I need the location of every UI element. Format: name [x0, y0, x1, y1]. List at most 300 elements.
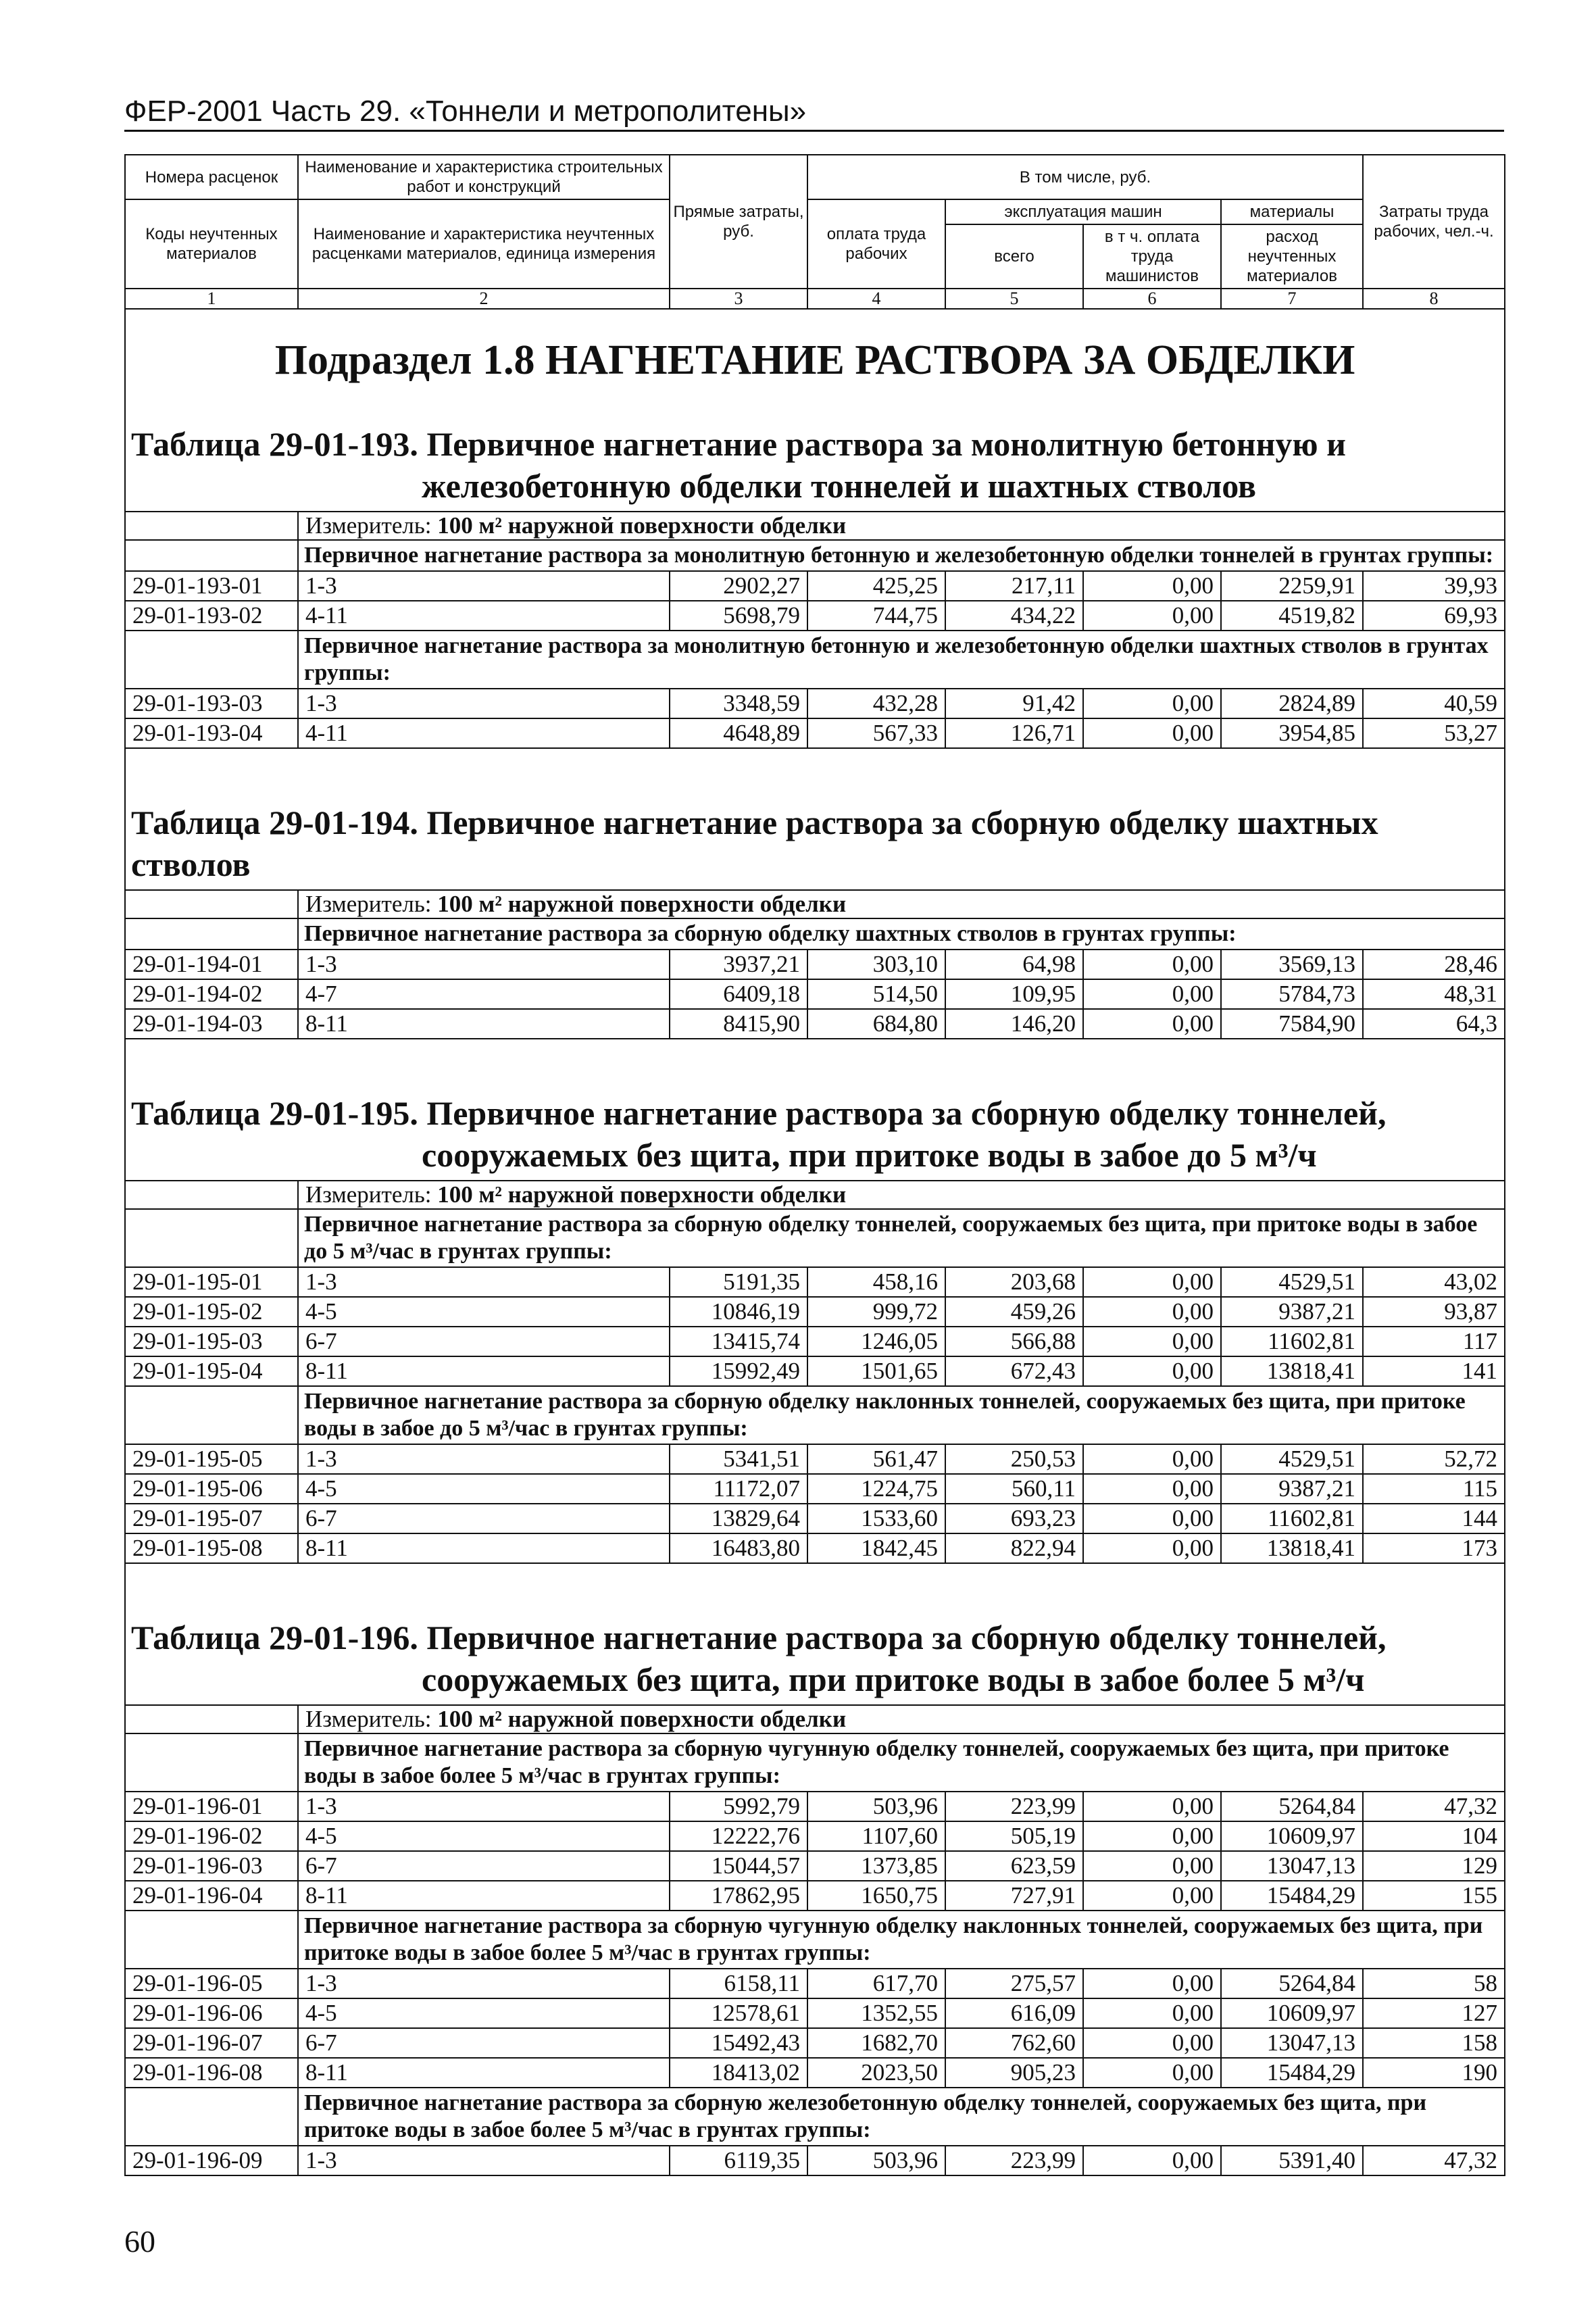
machines-total: 762,60	[945, 2028, 1083, 2058]
worker-pay: 561,47	[807, 1444, 945, 1474]
column-header-row	[125, 155, 1505, 199]
machines-total: 275,57	[945, 1969, 1083, 1998]
direct-costs: 15492,43	[670, 2028, 807, 2058]
col-number: 5	[945, 289, 1083, 309]
operator-pay: 0,00	[1083, 1998, 1221, 2028]
worker-pay: 1224,75	[807, 1474, 945, 1504]
rate-code: 29-01-196-03	[125, 1851, 298, 1881]
col-header-material-consumption: расход неучтенных материалов	[1221, 224, 1363, 289]
labor-hours: 39,93	[1363, 571, 1505, 601]
col-header-including: В том числе, руб.	[807, 155, 1363, 199]
table-row	[125, 2028, 1505, 2058]
machines-total: 822,94	[945, 1533, 1083, 1563]
machines-total: 250,53	[945, 1444, 1083, 1474]
rate-code: 29-01-195-04	[125, 1356, 298, 1386]
soil-group: 1-3	[298, 571, 670, 601]
operator-pay: 0,00	[1083, 601, 1221, 631]
col-header-work-name: Наименование и характеристика строительных работ и конструкций	[298, 155, 670, 199]
soil-group: 6-7	[298, 1504, 670, 1533]
machines-total: 566,88	[945, 1327, 1083, 1356]
operator-pay: 0,00	[1083, 1474, 1221, 1504]
soil-group: 1-3	[298, 1792, 670, 1821]
soil-group: 6-7	[298, 2028, 670, 2058]
table-row	[125, 950, 1505, 979]
rate-code: 29-01-195-05	[125, 1444, 298, 1474]
table-title-row	[125, 789, 1505, 890]
direct-costs: 3348,59	[670, 689, 807, 718]
soil-group: 8-11	[298, 1356, 670, 1386]
group-heading: Первичное нагнетание раствора за сборную чугунную обделку тоннелей, сооружаемых без щита, при притоке воды в забое более 5 м³/час в грунтах группы:	[298, 1733, 1505, 1792]
column-header-row	[125, 199, 1505, 224]
soil-group: 1-3	[298, 1267, 670, 1297]
worker-pay: 1533,60	[807, 1504, 945, 1533]
material-consumption: 4529,51	[1221, 1444, 1363, 1474]
operator-pay: 0,00	[1083, 1267, 1221, 1297]
worker-pay: 1842,45	[807, 1533, 945, 1563]
measure-empty-cell	[125, 1181, 298, 1209]
col-header-direct-costs: Прямые затраты, руб.	[670, 155, 807, 289]
operator-pay: 0,00	[1083, 689, 1221, 718]
operator-pay: 0,00	[1083, 1969, 1221, 1998]
table-title-line: сооружаемых без щита, при притоке воды в забое более 5 м³/ч	[422, 1660, 1365, 1698]
worker-pay: 1107,60	[807, 1821, 945, 1851]
col-number: 6	[1083, 289, 1221, 309]
soil-group: 1-3	[298, 1444, 670, 1474]
table-title-line: Таблица 29-01-195. Первичное нагнетание раствора за сборную обделку тоннелей,	[131, 1094, 1387, 1132]
labor-hours: 69,93	[1363, 601, 1505, 631]
machines-total: 505,19	[945, 1821, 1083, 1851]
col-header-labor-hours: Затраты труда рабочих, чел.-ч.	[1363, 155, 1505, 289]
rate-code: 29-01-196-04	[125, 1881, 298, 1911]
direct-costs: 5698,79	[670, 601, 807, 631]
measure-row	[125, 1181, 1505, 1209]
measure-unit: 100 м² наружной поверхности обделки	[437, 512, 847, 539]
worker-pay: 2023,50	[807, 2058, 945, 2088]
machines-total: 223,99	[945, 2146, 1083, 2175]
direct-costs: 8415,90	[670, 1009, 807, 1039]
operator-pay: 0,00	[1083, 2028, 1221, 2058]
rate-code: 29-01-196-08	[125, 2058, 298, 2088]
rate-code: 29-01-196-05	[125, 1969, 298, 1998]
worker-pay: 684,80	[807, 1009, 945, 1039]
machines-total: 727,91	[945, 1881, 1083, 1911]
measure-text	[298, 890, 1505, 918]
measure-text	[298, 1705, 1505, 1733]
labor-hours: 43,02	[1363, 1267, 1505, 1297]
labor-hours: 53,27	[1363, 718, 1505, 748]
operator-pay: 0,00	[1083, 979, 1221, 1009]
direct-costs: 12578,61	[670, 1998, 807, 2028]
worker-pay: 432,28	[807, 689, 945, 718]
measure-label: Измеритель:	[305, 891, 432, 917]
table-title-line: железобетонную обделки тоннелей и шахтных стволов	[422, 467, 1257, 505]
machines-total: 434,22	[945, 601, 1083, 631]
material-consumption: 5264,84	[1221, 1792, 1363, 1821]
soil-group: 1-3	[298, 2146, 670, 2175]
table-row	[125, 2058, 1505, 2088]
table-title	[125, 411, 1505, 512]
rate-code: 29-01-193-04	[125, 718, 298, 748]
soil-group: 6-7	[298, 1327, 670, 1356]
material-consumption: 13047,13	[1221, 2028, 1363, 2058]
group-empty-cell	[125, 1209, 298, 1267]
labor-hours: 129	[1363, 1851, 1505, 1881]
soil-group: 8-11	[298, 2058, 670, 2088]
labor-hours: 141	[1363, 1356, 1505, 1386]
group-heading: Первичное нагнетание раствора за монолитную бетонную и железобетонную обделки тоннелей в грунтах группы:	[298, 540, 1505, 571]
rate-code: 29-01-193-03	[125, 689, 298, 718]
material-consumption: 15484,29	[1221, 1881, 1363, 1911]
operator-pay: 0,00	[1083, 1792, 1221, 1821]
worker-pay: 617,70	[807, 1969, 945, 1998]
table-row	[125, 1969, 1505, 1998]
direct-costs: 15992,49	[670, 1356, 807, 1386]
material-consumption: 4519,82	[1221, 601, 1363, 631]
machines-total: 91,42	[945, 689, 1083, 718]
labor-hours: 47,32	[1363, 1792, 1505, 1821]
direct-costs: 10846,19	[670, 1297, 807, 1327]
direct-costs: 13415,74	[670, 1327, 807, 1356]
group-empty-cell	[125, 1386, 298, 1444]
col-number: 3	[670, 289, 807, 309]
material-consumption: 10609,97	[1221, 1821, 1363, 1851]
measure-text	[298, 512, 1505, 540]
spacer-cell	[125, 748, 1505, 789]
direct-costs: 2902,27	[670, 571, 807, 601]
worker-pay: 514,50	[807, 979, 945, 1009]
rate-code: 29-01-195-02	[125, 1297, 298, 1327]
group-empty-cell	[125, 1911, 298, 1969]
operator-pay: 0,00	[1083, 1327, 1221, 1356]
labor-hours: 115	[1363, 1474, 1505, 1504]
material-consumption: 7584,90	[1221, 1009, 1363, 1039]
soil-group: 8-11	[298, 1009, 670, 1039]
material-consumption: 3569,13	[1221, 950, 1363, 979]
soil-group: 4-11	[298, 601, 670, 631]
col-number: 8	[1363, 289, 1505, 309]
group-heading-row	[125, 2088, 1505, 2146]
direct-costs: 4648,89	[670, 718, 807, 748]
group-heading-row	[125, 1911, 1505, 1969]
table-spacer	[125, 748, 1505, 789]
rate-code: 29-01-196-09	[125, 2146, 298, 2175]
direct-costs: 6158,11	[670, 1969, 807, 1998]
worker-pay: 303,10	[807, 950, 945, 979]
table-row	[125, 2146, 1505, 2175]
group-heading-row	[125, 1386, 1505, 1444]
machines-total: 223,99	[945, 1792, 1083, 1821]
material-consumption: 9387,21	[1221, 1474, 1363, 1504]
table-row	[125, 718, 1505, 748]
labor-hours: 117	[1363, 1327, 1505, 1356]
labor-hours: 28,46	[1363, 950, 1505, 979]
table-row	[125, 1533, 1505, 1563]
machines-total: 146,20	[945, 1009, 1083, 1039]
operator-pay: 0,00	[1083, 571, 1221, 601]
machines-total: 672,43	[945, 1356, 1083, 1386]
worker-pay: 567,33	[807, 718, 945, 748]
col-number: 7	[1221, 289, 1363, 309]
spacer-cell	[125, 1039, 1505, 1080]
worker-pay: 503,96	[807, 1792, 945, 1821]
labor-hours: 52,72	[1363, 1444, 1505, 1474]
operator-pay: 0,00	[1083, 1851, 1221, 1881]
table-row	[125, 1504, 1505, 1533]
measure-row	[125, 1705, 1505, 1733]
machines-total: 459,26	[945, 1297, 1083, 1327]
direct-costs: 3937,21	[670, 950, 807, 979]
measure-label: Измеритель:	[305, 1181, 432, 1208]
table-title-line: Таблица 29-01-193. Первичное нагнетание раствора за монолитную бетонную и	[131, 425, 1346, 463]
machines-total: 126,71	[945, 718, 1083, 748]
soil-group: 4-5	[298, 1998, 670, 2028]
col-header-material-codes: Коды неучтенных материалов	[125, 199, 298, 289]
worker-pay: 1682,70	[807, 2028, 945, 2058]
labor-hours: 47,32	[1363, 2146, 1505, 2175]
direct-costs: 6119,35	[670, 2146, 807, 2175]
soil-group: 8-11	[298, 1533, 670, 1563]
measure-empty-cell	[125, 1705, 298, 1733]
col-header-rate-numbers: Номера расценок	[125, 155, 298, 199]
operator-pay: 0,00	[1083, 1009, 1221, 1039]
operator-pay: 0,00	[1083, 2058, 1221, 2088]
table-title	[125, 789, 1505, 890]
spacer-cell	[125, 1563, 1505, 1604]
soil-group: 4-5	[298, 1474, 670, 1504]
direct-costs: 15044,57	[670, 1851, 807, 1881]
rate-code: 29-01-196-02	[125, 1821, 298, 1851]
measure-unit: 100 м² наружной поверхности обделки	[437, 1706, 847, 1732]
material-consumption: 13818,41	[1221, 1533, 1363, 1563]
header-rule	[124, 130, 1504, 132]
table-row	[125, 1792, 1505, 1821]
group-heading: Первичное нагнетание раствора за сборную чугунную обделку наклонных тоннелей, сооружаемых без щита, при притоке воды в забое более 5 м³/час в грунтах группы:	[298, 1911, 1505, 1969]
table-row	[125, 1267, 1505, 1297]
direct-costs: 6409,18	[670, 979, 807, 1009]
rate-code: 29-01-195-06	[125, 1474, 298, 1504]
machines-total: 217,11	[945, 571, 1083, 601]
measure-label: Измеритель:	[305, 512, 432, 539]
table-row	[125, 1444, 1505, 1474]
labor-hours: 40,59	[1363, 689, 1505, 718]
soil-group: 1-3	[298, 950, 670, 979]
direct-costs: 13829,64	[670, 1504, 807, 1533]
col-number: 1	[125, 289, 298, 309]
worker-pay: 1650,75	[807, 1881, 945, 1911]
group-empty-cell	[125, 631, 298, 689]
worker-pay: 425,25	[807, 571, 945, 601]
page-number: 60	[124, 2224, 155, 2259]
table-row	[125, 979, 1505, 1009]
running-header: ФЕР-2001 Часть 29. «Тоннели и метрополитены»	[124, 95, 807, 128]
direct-costs: 16483,80	[670, 1533, 807, 1563]
worker-pay: 1373,85	[807, 1851, 945, 1881]
labor-hours: 127	[1363, 1998, 1505, 2028]
direct-costs: 5341,51	[670, 1444, 807, 1474]
material-consumption: 13047,13	[1221, 1851, 1363, 1881]
worker-pay: 503,96	[807, 2146, 945, 2175]
labor-hours: 190	[1363, 2058, 1505, 2088]
measure-unit: 100 м² наружной поверхности обделки	[437, 1181, 847, 1208]
group-heading: Первичное нагнетание раствора за монолитную бетонную и железобетонную обделки шахтных стволов в грунтах группы:	[298, 631, 1505, 689]
machines-total: 616,09	[945, 1998, 1083, 2028]
table-title-line: Таблица 29-01-196. Первичное нагнетание раствора за сборную обделку тоннелей,	[131, 1619, 1387, 1656]
group-heading: Первичное нагнетание раствора за сборную обделку шахтных стволов в грунтах группы:	[298, 918, 1505, 950]
table-row	[125, 1009, 1505, 1039]
table-row	[125, 689, 1505, 718]
rate-code: 29-01-196-06	[125, 1998, 298, 2028]
direct-costs: 12222,76	[670, 1821, 807, 1851]
worker-pay: 1246,05	[807, 1327, 945, 1356]
labor-hours: 93,87	[1363, 1297, 1505, 1327]
rate-code: 29-01-195-01	[125, 1267, 298, 1297]
rate-code: 29-01-194-02	[125, 979, 298, 1009]
rate-code: 29-01-194-01	[125, 950, 298, 979]
rate-code: 29-01-194-03	[125, 1009, 298, 1039]
labor-hours: 48,31	[1363, 979, 1505, 1009]
table-title-line: Таблица 29-01-194. Первичное нагнетание раствора за сборную обделку шахтных стволов	[131, 804, 1378, 883]
rate-code: 29-01-193-01	[125, 571, 298, 601]
operator-pay: 0,00	[1083, 1821, 1221, 1851]
labor-hours: 155	[1363, 1881, 1505, 1911]
machines-total: 905,23	[945, 2058, 1083, 2088]
table-spacer	[125, 1563, 1505, 1604]
worker-pay: 744,75	[807, 601, 945, 631]
worker-pay: 1352,55	[807, 1998, 945, 2028]
table-row	[125, 1821, 1505, 1851]
column-number-row	[125, 289, 1505, 309]
rates-table	[124, 154, 1505, 2176]
group-empty-cell	[125, 1733, 298, 1792]
labor-hours: 173	[1363, 1533, 1505, 1563]
material-consumption: 15484,29	[1221, 2058, 1363, 2088]
measure-row	[125, 512, 1505, 540]
rate-code: 29-01-196-01	[125, 1792, 298, 1821]
measure-text	[298, 1181, 1505, 1209]
labor-hours: 158	[1363, 2028, 1505, 2058]
measure-label: Измеритель:	[305, 1706, 432, 1732]
soil-group: 4-11	[298, 718, 670, 748]
soil-group: 1-3	[298, 1969, 670, 1998]
direct-costs: 18413,02	[670, 2058, 807, 2088]
group-empty-cell	[125, 540, 298, 571]
material-consumption: 5264,84	[1221, 1969, 1363, 1998]
table-row	[125, 1881, 1505, 1911]
table-row	[125, 1851, 1505, 1881]
soil-group: 4-5	[298, 1821, 670, 1851]
operator-pay: 0,00	[1083, 1297, 1221, 1327]
machines-total: 560,11	[945, 1474, 1083, 1504]
worker-pay: 999,72	[807, 1297, 945, 1327]
group-heading-row	[125, 918, 1505, 950]
material-consumption: 11602,81	[1221, 1504, 1363, 1533]
soil-group: 1-3	[298, 689, 670, 718]
table-row	[125, 1327, 1505, 1356]
rate-code: 29-01-196-07	[125, 2028, 298, 2058]
table-title	[125, 1080, 1505, 1181]
worker-pay: 1501,65	[807, 1356, 945, 1386]
group-heading-row	[125, 631, 1505, 689]
group-heading-row	[125, 1209, 1505, 1267]
group-heading-row	[125, 540, 1505, 571]
section-title: Подраздел 1.8 НАГНЕТАНИЕ РАСТВОРА ЗА ОБДЕЛКИ	[125, 309, 1505, 411]
table-row	[125, 601, 1505, 631]
labor-hours: 104	[1363, 1821, 1505, 1851]
operator-pay: 0,00	[1083, 1504, 1221, 1533]
table-row	[125, 1474, 1505, 1504]
machines-total: 64,98	[945, 950, 1083, 979]
soil-group: 4-5	[298, 1297, 670, 1327]
table-row	[125, 1356, 1505, 1386]
operator-pay: 0,00	[1083, 2146, 1221, 2175]
col-header-worker-pay: оплата труда рабочих	[807, 199, 945, 289]
operator-pay: 0,00	[1083, 950, 1221, 979]
operator-pay: 0,00	[1083, 1444, 1221, 1474]
worker-pay: 458,16	[807, 1267, 945, 1297]
group-heading: Первичное нагнетание раствора за сборную обделку наклонных тоннелей, сооружаемых без щита, при притоке воды в забое до 5 м³/час в грунтах группы:	[298, 1386, 1505, 1444]
material-consumption: 5391,40	[1221, 2146, 1363, 2175]
soil-group: 4-7	[298, 979, 670, 1009]
measure-empty-cell	[125, 890, 298, 918]
table-spacer	[125, 1039, 1505, 1080]
measure-empty-cell	[125, 512, 298, 540]
table-row	[125, 1998, 1505, 2028]
material-consumption: 9387,21	[1221, 1297, 1363, 1327]
machines-total: 693,23	[945, 1504, 1083, 1533]
group-empty-cell	[125, 2088, 298, 2146]
material-consumption: 2259,91	[1221, 571, 1363, 601]
machines-total: 203,68	[945, 1267, 1083, 1297]
material-consumption: 2824,89	[1221, 689, 1363, 718]
col-header-operator-pay: в т ч. оплата труда машинистов	[1083, 224, 1221, 289]
rate-code: 29-01-195-07	[125, 1504, 298, 1533]
col-number: 2	[298, 289, 670, 309]
material-consumption: 13818,41	[1221, 1356, 1363, 1386]
measure-row	[125, 890, 1505, 918]
rate-code: 29-01-195-03	[125, 1327, 298, 1356]
table-row	[125, 571, 1505, 601]
material-consumption: 4529,51	[1221, 1267, 1363, 1297]
labor-hours: 64,3	[1363, 1009, 1505, 1039]
material-consumption: 10609,97	[1221, 1998, 1363, 2028]
section-title-row	[125, 309, 1505, 411]
col-header-machines-total: всего	[945, 224, 1083, 289]
operator-pay: 0,00	[1083, 1881, 1221, 1911]
measure-unit: 100 м² наружной поверхности обделки	[437, 891, 847, 917]
material-consumption: 5784,73	[1221, 979, 1363, 1009]
direct-costs: 11172,07	[670, 1474, 807, 1504]
material-consumption: 3954,85	[1221, 718, 1363, 748]
table-title-row	[125, 1604, 1505, 1705]
direct-costs: 17862,95	[670, 1881, 807, 1911]
soil-group: 8-11	[298, 1881, 670, 1911]
group-heading: Первичное нагнетание раствора за сборную обделку тоннелей, сооружаемых без щита, при притоке воды в забое до 5 м³/час в грунтах группы:	[298, 1209, 1505, 1267]
labor-hours: 58	[1363, 1969, 1505, 1998]
group-heading: Первичное нагнетание раствора за сборную железобетонную обделку тоннелей, сооружаемых без щита, при притоке воды в забое более 5 м³/час в грунтах группы:	[298, 2088, 1505, 2146]
labor-hours: 144	[1363, 1504, 1505, 1533]
machines-total: 623,59	[945, 1851, 1083, 1881]
table-title-row	[125, 1080, 1505, 1181]
direct-costs: 5191,35	[670, 1267, 807, 1297]
direct-costs: 5992,79	[670, 1792, 807, 1821]
table-title	[125, 1604, 1505, 1705]
col-number: 4	[807, 289, 945, 309]
table-row	[125, 1297, 1505, 1327]
table-title-row	[125, 411, 1505, 512]
group-heading-row	[125, 1733, 1505, 1792]
operator-pay: 0,00	[1083, 1356, 1221, 1386]
group-empty-cell	[125, 918, 298, 950]
